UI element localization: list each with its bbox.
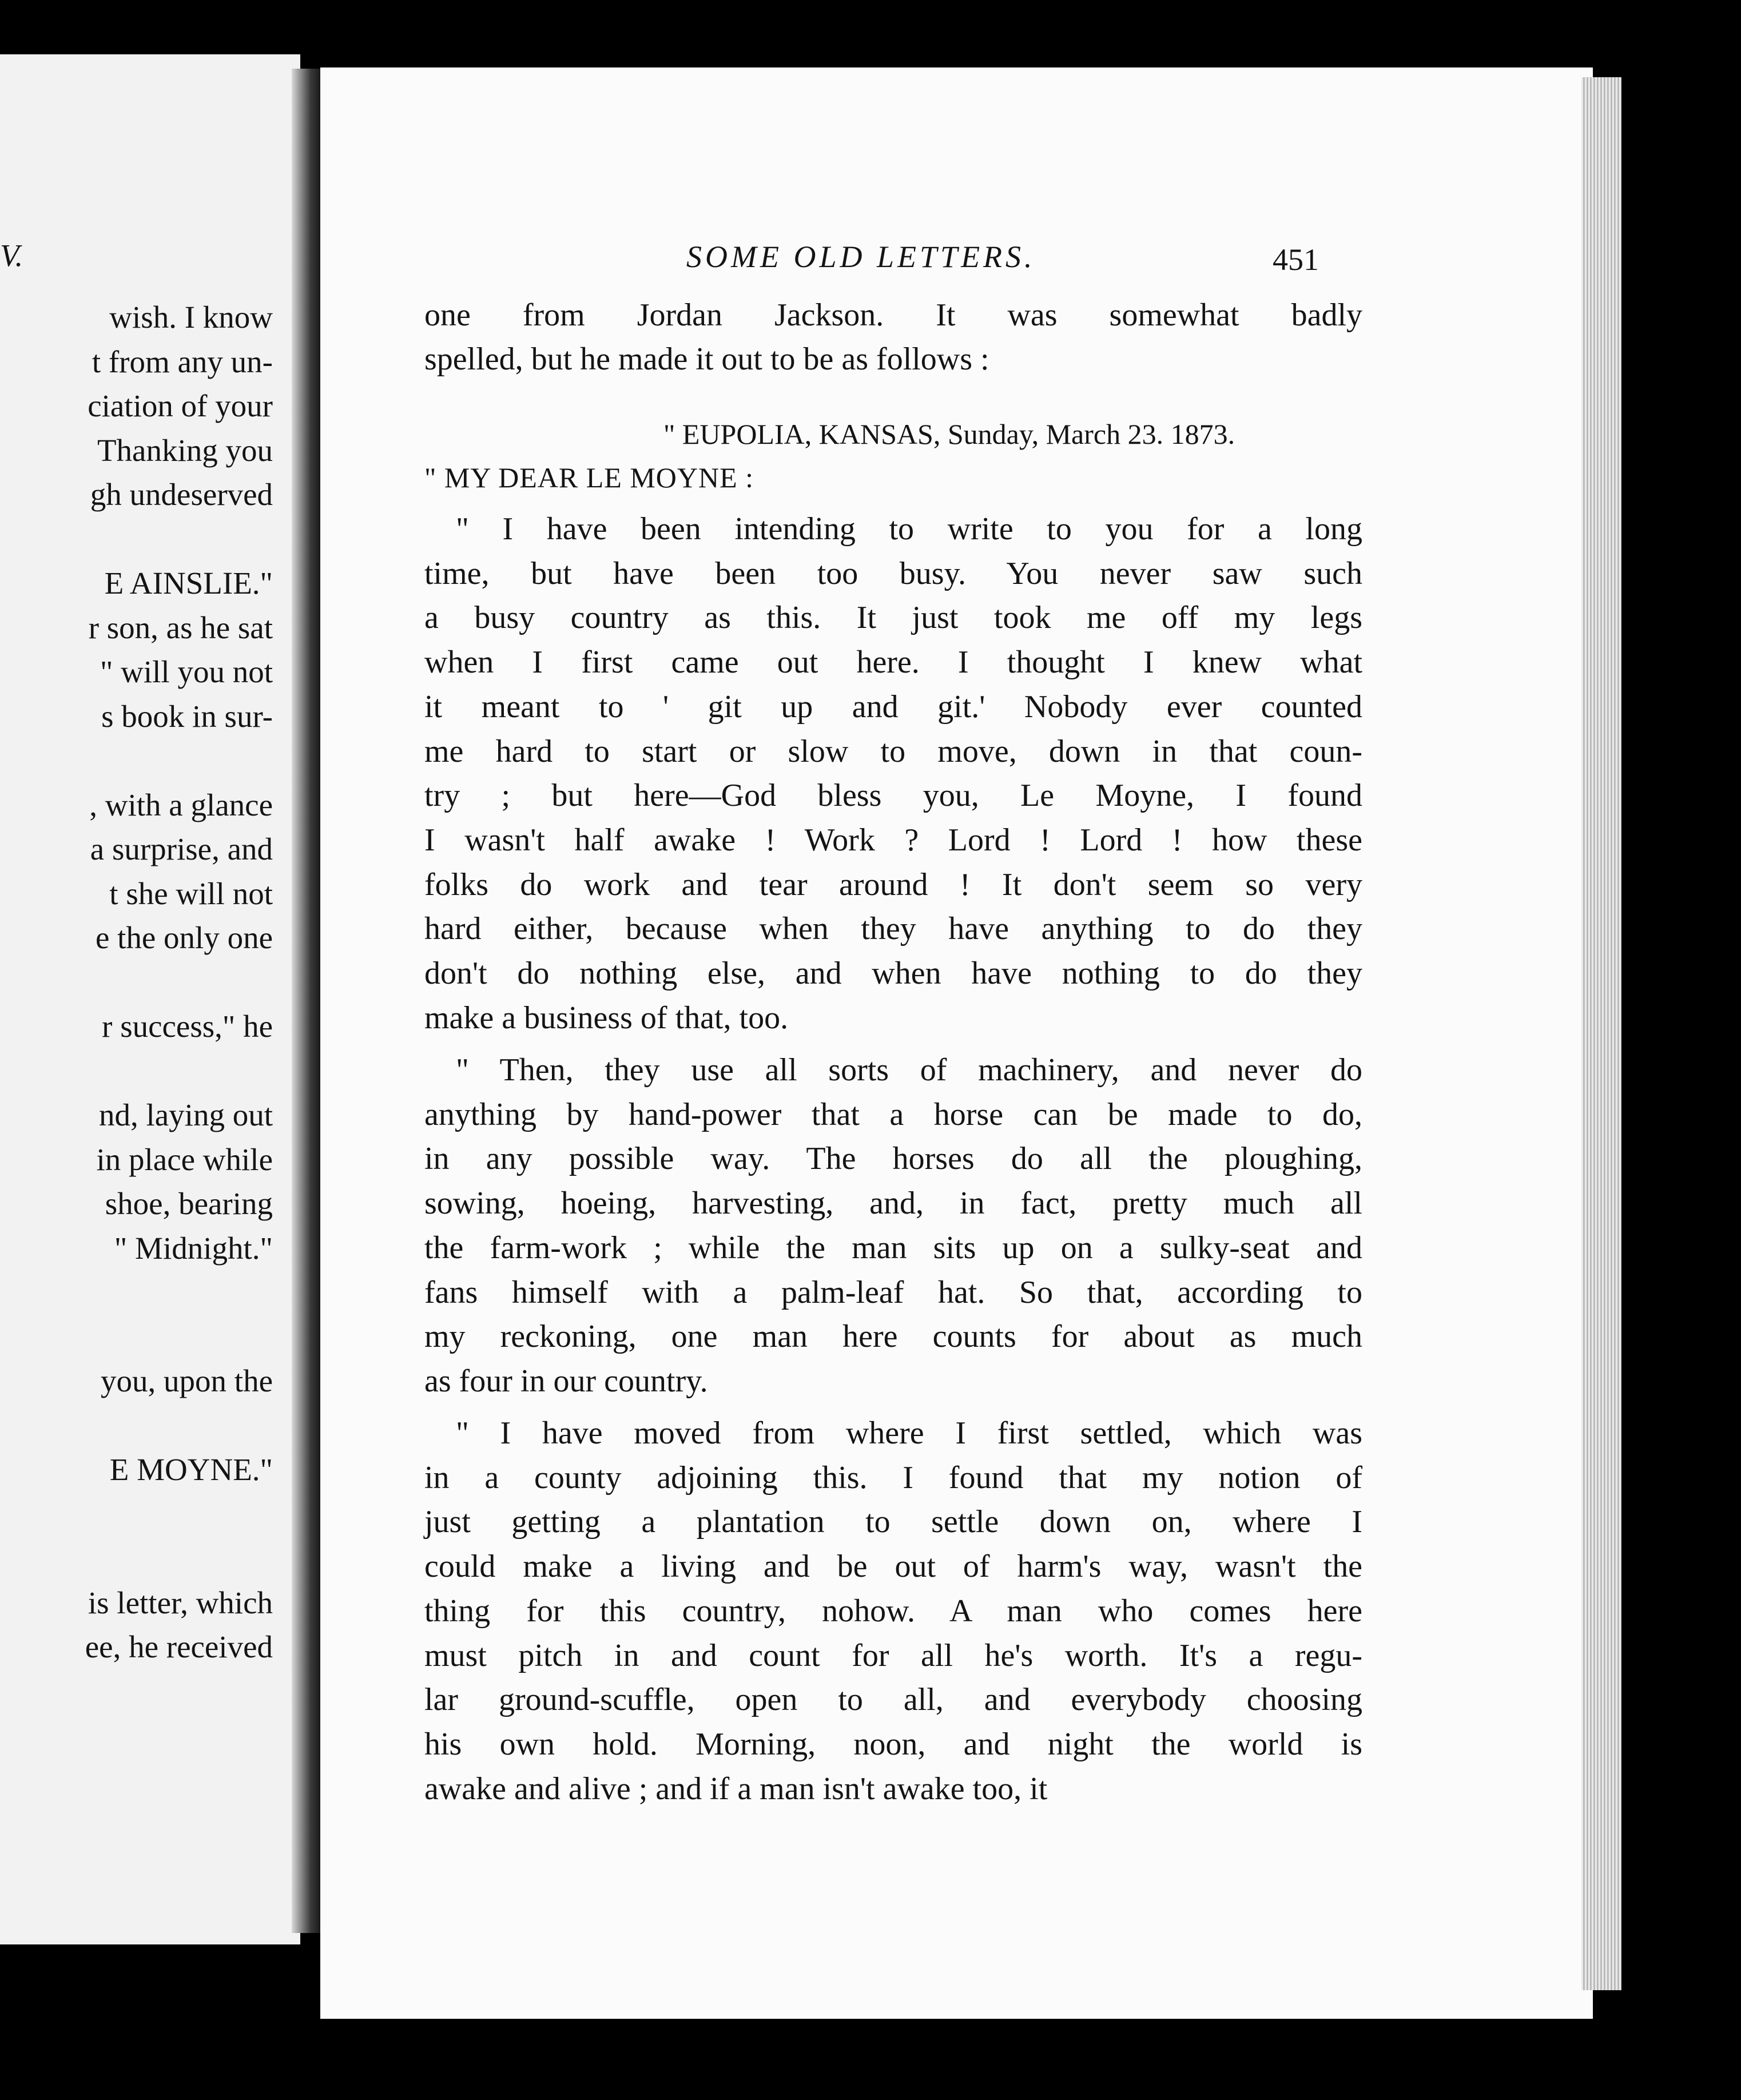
left-page-line: shoe, bearing (105, 1186, 273, 1221)
left-page-line: t from any un- (92, 344, 273, 379)
letter-line: " Then, they use all sorts of machinery, and never do (456, 1052, 1362, 1088)
letter-line: time, but have been too busy. You never saw such (424, 555, 1362, 591)
letter-line: try ; but here—God bless you, Le Moyne, I found (424, 778, 1362, 814)
letter-line: thing for this country, nohow. A man who comes here (424, 1593, 1362, 1629)
left-page-line: ciation of your (88, 388, 273, 423)
left-page-line: s book in sur- (101, 698, 273, 734)
left-page (0, 54, 300, 1944)
running-head: SOME OLD LETTERS. (686, 240, 1036, 274)
letter-line: anything by hand-power that a horse can be made to do, (424, 1096, 1362, 1132)
letter-line: sowing, hoeing, harvesting, and, in fact, pretty much all (424, 1186, 1362, 1222)
letter-line: fans himself with a palm-leaf hat. So that, according to (424, 1274, 1362, 1310)
left-page-line: " will you not (100, 654, 273, 689)
letter-line: my reckoning, one man here counts for about as much (424, 1319, 1362, 1355)
letter-line: don't do nothing else, and when have nothing to do they (424, 956, 1362, 991)
letter-line: hard either, because when they have anything to do they (424, 911, 1362, 947)
left-page-line: e the only one (95, 920, 273, 955)
left-page-line: t she will not (109, 876, 273, 911)
letter-line: in any possible way. The horses do all the ploughing, (424, 1141, 1362, 1177)
left-page-line: a surprise, and (90, 832, 273, 866)
letter-line: in a county adjoining this. I found that my notion of (424, 1459, 1362, 1496)
letter-line: I wasn't half awake ! Work ? Lord ! Lord ! how these (424, 822, 1362, 858)
letter-line: it meant to ' git up and git.' Nobody ever counted (424, 689, 1362, 725)
letter-line: me hard to start or slow to move, down in that coun- (424, 733, 1362, 769)
letter-salutation: " MY DEAR LE MOYNE : (424, 462, 754, 494)
left-page-line: , with a glance (89, 787, 273, 822)
left-page-line: r son, as he sat (88, 610, 273, 645)
left-page-line: wish. I know (109, 300, 273, 335)
letter-line: as four in our country. (424, 1363, 708, 1399)
left-page-line: E MOYNE." (109, 1452, 273, 1487)
left-page-line: " Midnight." (114, 1230, 273, 1266)
intro-line: one from Jordan Jackson. It was somewhat badly (424, 297, 1362, 333)
right-page (320, 67, 1593, 2019)
letter-line: a busy country as this. It just took me off my legs (424, 600, 1362, 636)
letter-line: folks do work and tear around ! It don't seem so very (424, 866, 1362, 902)
page-block-edge (1581, 77, 1621, 1990)
letter-line: the farm-work ; while the man sits up on a sulky-seat and (424, 1230, 1362, 1266)
page-number: 451 (1273, 242, 1319, 277)
letter-line: just getting a plantation to settle down on, where I (424, 1504, 1362, 1540)
left-page-line: Thanking you (97, 432, 273, 468)
left-page-line: nd, laying out (98, 1097, 273, 1132)
letter-dateline: " EUPOLIA, KANSAS, Sunday, March 23. 1873. (663, 418, 1235, 450)
left-page-line: in place while (96, 1142, 273, 1177)
letter-line: could make a living and be out of harm's way, wasn't the (424, 1549, 1362, 1585)
intro-line: spelled, but he made it out to be as follows : (424, 341, 989, 377)
left-page-line: ee, he received (85, 1629, 273, 1664)
letter-line: his own hold. Morning, noon, and night the world is (424, 1726, 1362, 1762)
letter-line: " I have moved from where I first settled, which was (456, 1415, 1362, 1451)
left-running-head-fragment: V. (0, 238, 23, 273)
letter-line: " I have been intending to write to you for a long (456, 511, 1362, 547)
left-page-line: r success," he (102, 1009, 273, 1044)
letter-line: must pitch in and count for all he's worth. It's a regu- (424, 1637, 1362, 1673)
left-page-line: you, upon the (101, 1363, 273, 1398)
letter-line: make a business of that, too. (424, 1000, 789, 1036)
left-page-line: is letter, which (88, 1585, 273, 1620)
letter-line: lar ground-scuffle, open to all, and everybody choosing (424, 1682, 1362, 1718)
letter-line: awake and alive ; and if a man isn't awake too, it (424, 1771, 1048, 1807)
left-page-line: gh undeserved (90, 477, 273, 512)
book-gutter (292, 69, 323, 1933)
left-page-line: E AINSLIE." (104, 566, 273, 600)
letter-line: when I first came out here. I thought I knew what (424, 645, 1362, 681)
